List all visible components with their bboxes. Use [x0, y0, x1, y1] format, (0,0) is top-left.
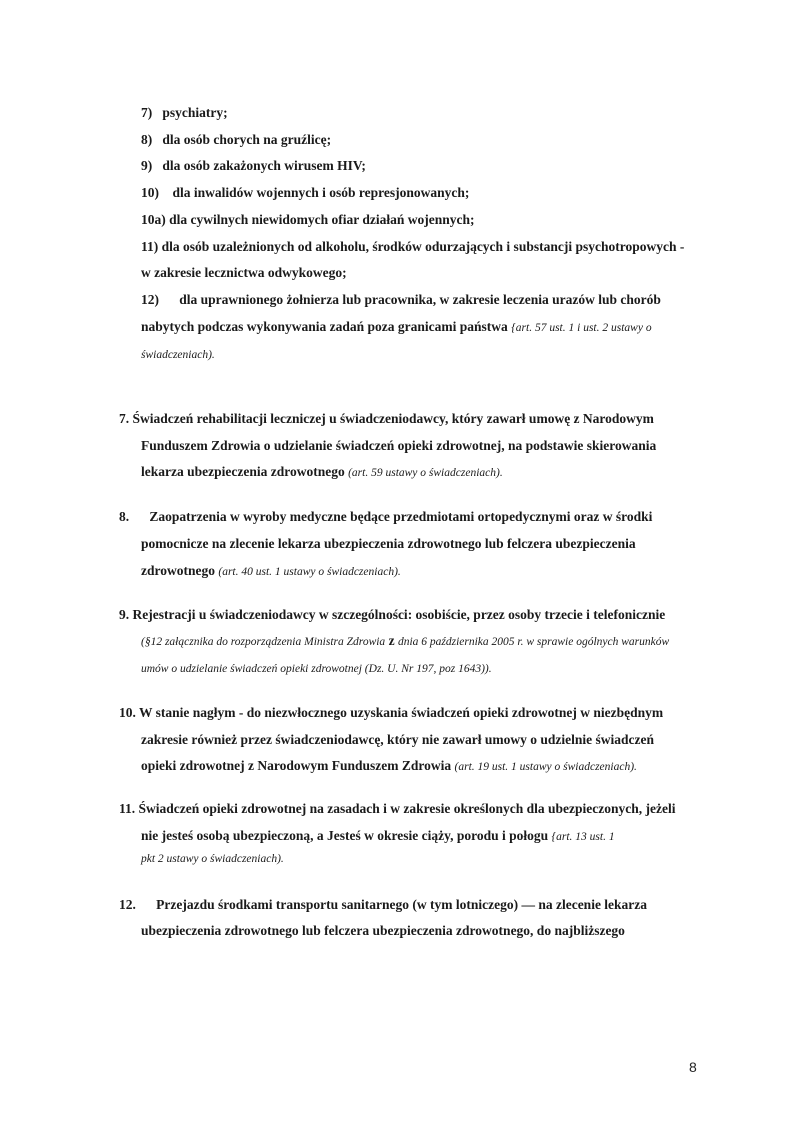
paragraph-7-text: lekarza ubezpieczenia zdrowotnego [141, 464, 345, 479]
paragraph-7-line1: 7. Świadczeń rehabilitacji leczniczej u świadczeniodawcy, który zawarł umowę z Narodowym [119, 411, 654, 426]
paragraph-7-line2: Funduszem Zdrowia o udzielanie świadczeń opieki zdrowotnej, na podstawie skierowania [141, 438, 657, 453]
paragraph-8-line1: 8. Zaopatrzenia w wyroby medyczne będące przedmiotami ortopedycznymi oraz w środki [119, 509, 653, 524]
citation: (art. 19 ust. 1 ustawy o świadczeniach). [454, 761, 637, 773]
sub-item-text: dla cywilnych niewidomych ofiar działań wojennych; [169, 212, 475, 227]
sub-item [141, 131, 331, 149]
citation: {art. 57 ust. 1 i ust. 2 ustawy o [511, 322, 652, 334]
paragraph-9-line1: 9. Rejestracji u świadczeniodawcy w szczególności: osobiście, przez osoby trzecie i telefonicznie [119, 607, 666, 622]
sub-item-text: psychiatry; [162, 105, 228, 120]
sub-item [141, 157, 366, 175]
citation: pkt 2 ustawy o świadczeniach). [141, 853, 284, 865]
sub-item-12-line3 [141, 345, 215, 364]
sub-item-11-line1: 11) dla osób uzależnionych od alkoholu, środków odurzających i substancji psychotropowych - [141, 239, 685, 254]
sub-item-12-line2 [141, 318, 652, 337]
citation: świadczeniach). [141, 349, 215, 361]
citation: {art. 13 ust. 1 [551, 831, 615, 843]
citation-connector: z [388, 633, 395, 648]
sub-item-11-line2: w zakresie lecznictwa odwykowego; [141, 265, 347, 280]
paragraph-10-line1: 10. W stanie nagłym - do niezwłocznego uzyskania świadczeń opieki zdrowotnej w niezbędnym [119, 705, 664, 720]
paragraph-11-line1: 11. Świadczeń opieki zdrowotnej na zasadach i w zakresie określonych dla ubezpieczonych, jeżeli [119, 801, 676, 816]
paragraph-10-line3 [141, 757, 637, 776]
sub-item-text: dla inwalidów wojennych i osób represjonowanych; [172, 185, 470, 200]
paragraph-10-text: opieki zdrowotnej z Narodowym Funduszem Zdrowia [141, 758, 452, 773]
paragraph-8-line2: pomocnicze na zlecenie lekarza ubezpieczenia zdrowotnego lub felczera ubezpieczenia [141, 536, 636, 551]
paragraph-11-line3 [141, 849, 284, 868]
sub-item-text: dla osób chorych na gruźlicę; [162, 132, 332, 147]
sub-item-text: dla osób zakażonych wirusem HIV; [162, 158, 366, 173]
citation: (art. 59 ustawy o świadczeniach). [348, 467, 503, 479]
paragraph-8-line3 [141, 562, 401, 581]
sub-item-number: 10a) [141, 212, 166, 227]
paragraph-9-line2 [141, 632, 669, 651]
paragraph-11-text: nie jesteś osobą ubezpieczoną, a Jesteś w okresie ciąży, porodu i połogu [141, 828, 549, 843]
paragraph-12-line1: 12. Przejazdu środkami transportu sanitarnego (w tym lotniczego) — na zlecenie lekarza [119, 897, 648, 912]
sub-item-12-line1: 12) dla uprawnionego żołnierza lub pracownika, w zakresie leczenia urazów lub chorób [141, 292, 661, 307]
sub-item-number: 8) [141, 132, 153, 147]
sub-item [141, 104, 228, 122]
page-number: 8 [689, 1059, 697, 1075]
paragraph-7-line3 [141, 463, 503, 482]
paragraph-8-text: zdrowotnego [141, 563, 215, 578]
sub-item [141, 211, 475, 229]
sub-item-number: 10) [141, 185, 159, 200]
paragraph-10-line2: zakresie również przez świadczeniodawcę, który nie zawarł umowy o udzielnie świadczeń [141, 732, 655, 747]
citation: umów o udzielanie świadczeń opieki zdrowotnej (Dz. U. Nr 197, poz 1643)). [141, 663, 492, 675]
paragraph-11-line2 [141, 827, 615, 846]
sub-item [141, 184, 469, 202]
sub-item-number: 9) [141, 158, 153, 173]
sub-item-number: 7) [141, 105, 153, 120]
citation: dnia 6 października 2005 r. w sprawie ogólnych warunków [397, 636, 670, 648]
citation: (art. 40 ust. 1 ustawy o świadczeniach). [218, 566, 401, 578]
sub-item-12-text: nabytych podczas wykonywania zadań poza granicami państwa [141, 319, 508, 334]
paragraph-9-line3 [141, 659, 492, 678]
paragraph-12-line2: ubezpieczenia zdrowotnego lub felczera ubezpieczenia zdrowotnego, do najbliższego [141, 923, 625, 938]
citation: (§12 załącznika do rozporządzenia Ministra Zdrowia [141, 636, 386, 648]
